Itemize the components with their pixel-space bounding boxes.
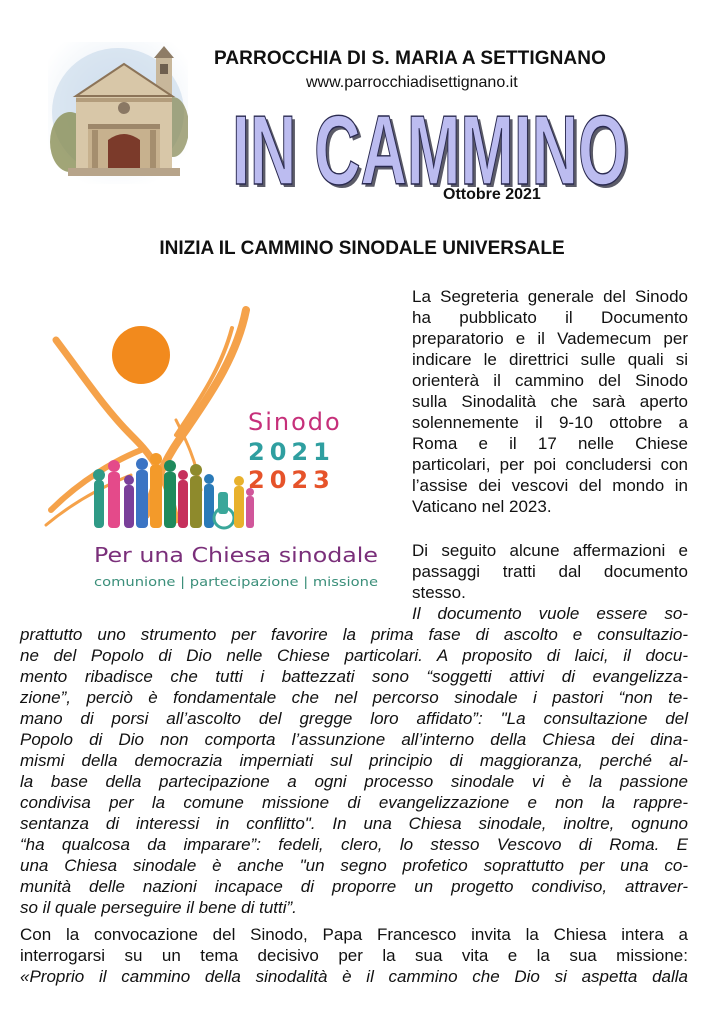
article-paragraph-2: Di seguito alcune affermazioni e passaggi tratti dal documento stesso. bbox=[412, 541, 688, 602]
masthead-shadow: IN CAMMINO bbox=[235, 98, 631, 192]
church-illustration bbox=[48, 42, 188, 184]
quote-line: prattutto uno strumento per favorire la prima fase di ascolto e consultazio- bbox=[20, 625, 688, 644]
quote-line: “ha qualcosa da imparare”: fedeli, clero, lo stesso Vescovo di Roma. E bbox=[20, 835, 688, 854]
masthead-text: IN CAMMINO bbox=[232, 95, 628, 192]
sinodo-logo bbox=[36, 300, 384, 600]
article-paragraph-1: La Segreteria generale del Sinodo ha pubblicato il Documento preparatorio e il Vademecum per indicare le direttrici sulle quali si orienterà il cammino del Sinodo sulla Sinodalità che sarà aperto solennemente il 9-10 ottobre a Roma e il 17 nelle Chiese particolari, per poi concludersi con l’assise dei vescovi del mondo in Vaticano nel 2023. bbox=[412, 287, 688, 516]
sun-shape bbox=[112, 326, 170, 384]
quote-line: zione”, perciò è fondamentale che nel percorso sinodale i pastori “non te- bbox=[20, 688, 688, 707]
issue-date: Ottobre 2021 bbox=[443, 186, 541, 203]
closing-line: interrogarsi su un tema decisivo per la sua vita e la sua missione: bbox=[20, 946, 688, 965]
logo-motto: Per una Chiesa sinodale bbox=[94, 543, 378, 567]
logo-year-end: 2023 bbox=[248, 466, 335, 494]
logo-word: Sinodo bbox=[248, 408, 342, 436]
quote-line: condivisa per la comune missione di evangelizzazione e non la rappre- bbox=[20, 793, 688, 812]
people-silhouettes bbox=[93, 453, 254, 528]
quote-line: mismi della democrazia imperniati sul principio di maggioranza, perché al- bbox=[20, 751, 688, 770]
closing-paragraph bbox=[20, 924, 688, 987]
quote-line: la base della partecipazione a ogni processo sinodale vi è la passione bbox=[20, 772, 688, 791]
quote-line: mano di porsi all’ascolto del gregge loro affidato”: "La consultazione del bbox=[20, 709, 688, 728]
closing-line: Con la convocazione del Sinodo, Papa Francesco invita la Chiesa intera a bbox=[20, 925, 688, 944]
quote-line: Popolo di Dio non comporta l’assunzione all’interno della Chiesa dei dina- bbox=[20, 730, 688, 749]
quote-line: munità delle nazioni incapace di proporre un progetto condiviso, attraver- bbox=[20, 877, 688, 896]
quote-block bbox=[20, 624, 688, 918]
article-headline: INIZIA IL CAMMINO SINODALE UNIVERSALE bbox=[159, 238, 565, 259]
quote-line: ne del Popolo di Dio nelle Chiese particolari. A proposito di laici, il docu- bbox=[20, 646, 688, 665]
quote-line: mento ribadisce che tutti i battezzati sono “soggetti attivi di evangelizza- bbox=[20, 667, 688, 686]
logo-year-start: 2021 bbox=[248, 438, 335, 466]
quote-line: so il quale perseguire il bene di tutti”. bbox=[20, 898, 297, 917]
parish-website[interactable]: www.parrocchiadisettignano.it bbox=[306, 74, 518, 91]
quote-line: una Chiesa sinodale è anche "un segno profetico soprattutto per una co- bbox=[20, 856, 688, 875]
logo-themes: comunione | partecipazione | missione bbox=[94, 575, 378, 589]
quote-line: sentanza di interessi in conflitto". In una Chiesa sinodale, inoltre, ognuno bbox=[20, 814, 688, 833]
quote-line-first: Il documento vuole essere so- bbox=[412, 604, 688, 623]
masthead-title bbox=[224, 92, 634, 192]
parish-name: PARROCCHIA DI S. MARIA A SETTIGNANO bbox=[214, 48, 606, 69]
closing-line: «Proprio il cammino della sinodalità è il cammino che Dio si aspetta dalla bbox=[20, 967, 688, 986]
